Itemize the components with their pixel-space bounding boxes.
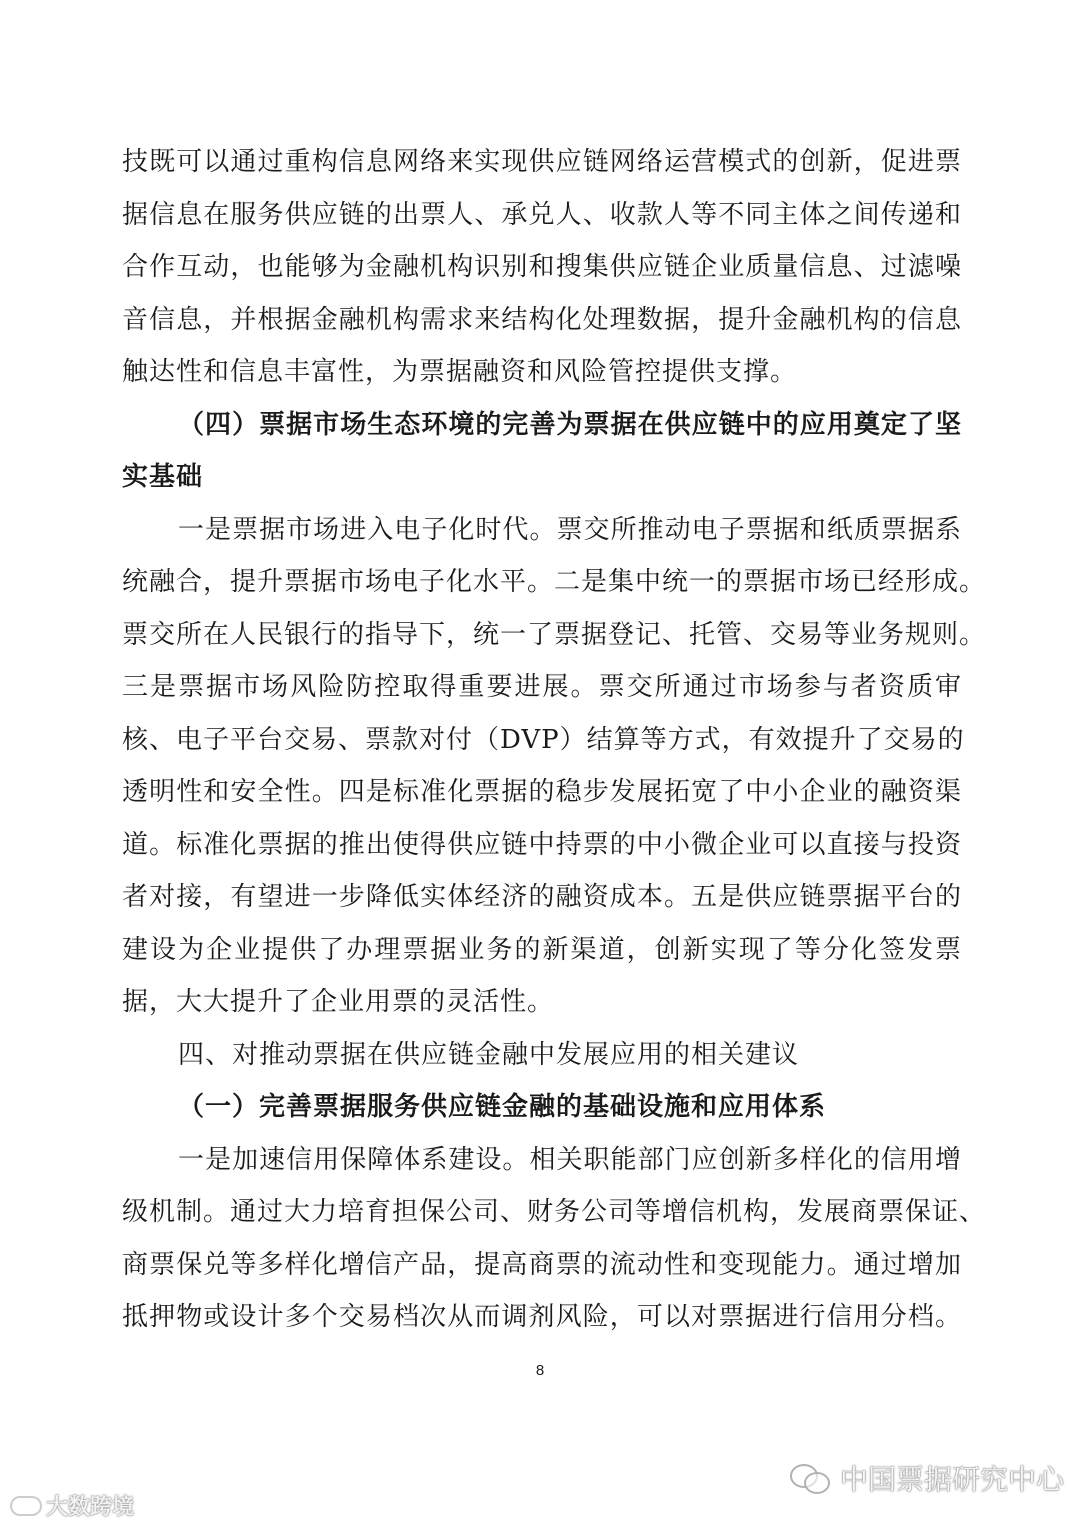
wechat-icon <box>790 1462 830 1494</box>
text-line: 一是票据市场进入电子化时代。票交所推动电子票据和纸质票据系 <box>178 514 962 545</box>
text-line: 技既可以通过重构信息网络来实现供应链网络运营模式的创新，促进票 <box>122 147 962 177</box>
paragraph-continuation <box>122 136 962 399</box>
section-heading-4 <box>122 399 962 504</box>
text-line: 音信息，并根据金融机构需求来结构化处理数据，提升金融机构的信息 <box>122 304 962 335</box>
text-line: 核、电子平台交易、票款对付（DVP）结算等方式，有效提升了交易的 <box>122 724 965 755</box>
watermark-right-text: 中国票据研究中心 <box>840 1463 1065 1496</box>
text-line: 建设为企业提供了办理票据业务的新渠道，创新实现了等分化签发票 <box>122 934 962 965</box>
text-line: 商票保兑等多样化增信产品，提高商票的流动性和变现能力。通过增加 <box>122 1249 962 1280</box>
watermark-left-text: 大数跨境 <box>46 1495 135 1520</box>
heading-line: （一）完善票据服务供应链金融的基础设施和应用体系 <box>178 1092 827 1122</box>
text-line: 者对接，有望进一步降低实体经济的融资成本。五是供应链票据平台的 <box>122 882 962 912</box>
paragraph-credit-system <box>122 1134 987 1344</box>
paragraph-market-ecology <box>122 504 987 1029</box>
document-body <box>122 136 987 1344</box>
subsection-heading-1 <box>122 1081 962 1134</box>
text-line: 票交所在人民银行的指导下，统一了票据登记、托管、交易等业务规则。 <box>122 619 987 650</box>
heading-line: 实基础 <box>122 462 204 492</box>
text-line: 统融合，提升票据市场电子化水平。二是集中统一的票据市场已经形成。 <box>122 567 987 597</box>
text-line: 据，大大提升了企业用票的灵活性。 <box>122 987 555 1017</box>
text-line: 触达性和信息丰富性，为票据融资和风险管控提供支撑。 <box>122 357 798 387</box>
watermark-right <box>790 1458 1064 1498</box>
heading-line: （四）票据市场生态环境的完善为票据在供应链中的应用奠定了坚 <box>178 409 962 440</box>
heading-line: 四、对推动票据在供应链金融中发展应用的相关建议 <box>178 1039 800 1070</box>
page-number: 8 <box>535 1362 545 1379</box>
watermark-left <box>10 1490 134 1521</box>
text-line: 据信息在服务供应链的出票人、承兑人、收款人等不同主体之间传递和 <box>122 199 962 230</box>
text-line: 一是加速信用保障体系建设。相关职能部门应创新多样化的信用增 <box>178 1144 962 1175</box>
text-line: 三是票据市场风险防控取得重要进展。票交所通过市场参与者资质审 <box>122 672 962 702</box>
text-line: 抵押物或设计多个交易档次从而调剂风险，可以对票据进行信用分档。 <box>122 1302 962 1332</box>
text-line: 道。标准化票据的推出使得供应链中持票的中小微企业可以直接与投资 <box>122 829 962 860</box>
text-line: 透明性和安全性。四是标准化票据的稳步发展拓宽了中小企业的融资渠 <box>122 777 962 807</box>
text-line: 级机制。通过大力培育担保公司、财务公司等增信机构，发展商票保证、 <box>122 1197 987 1227</box>
text-line: 合作互动，也能够为金融机构识别和搜集供应链企业质量信息、过滤噪 <box>122 252 962 282</box>
section-heading-recommendations <box>122 1029 962 1082</box>
brand-logo-icon <box>10 1496 42 1516</box>
